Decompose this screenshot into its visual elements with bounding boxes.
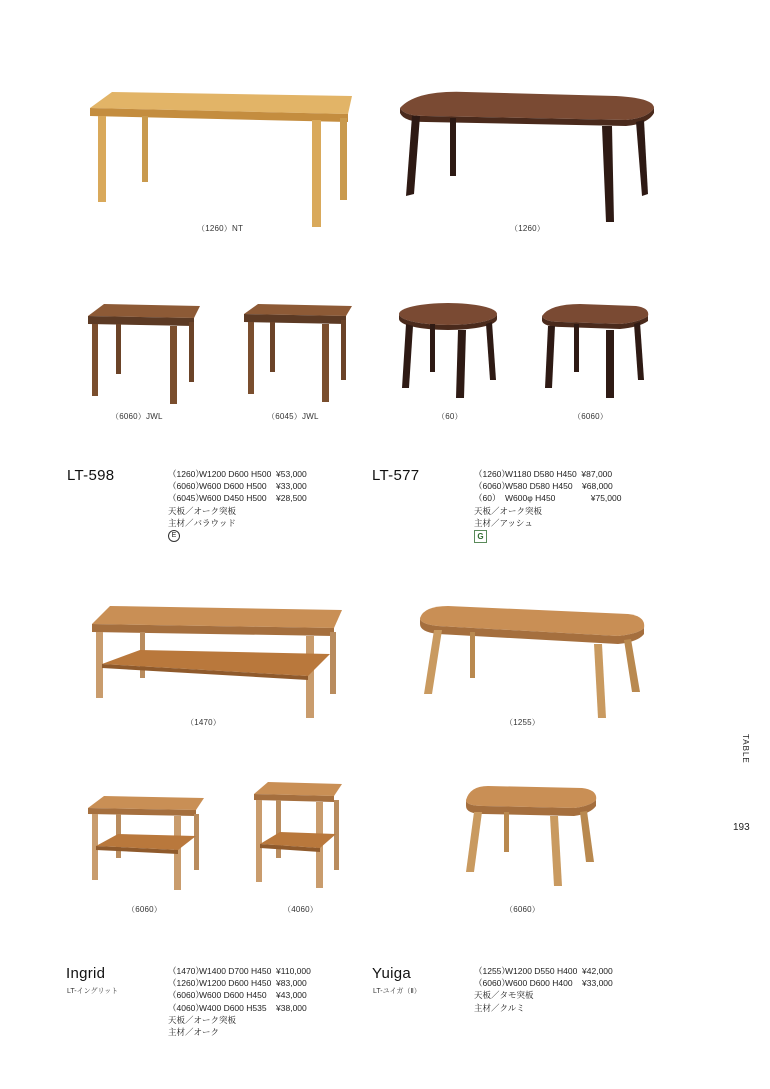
lt598-top-material: 天板／オーク突板 [168, 505, 237, 516]
section-side-label: TABLE [741, 734, 750, 764]
yuiga-model-name: Yuiga [372, 965, 412, 982]
lt598-grade-badge: E [168, 530, 180, 542]
caption-lt598-6045: （6045）JWL [267, 412, 319, 421]
caption-ingrid-6060: （6060） [127, 905, 162, 914]
spec-row: （6045）W600 D450 H500 ¥28,500 [168, 493, 307, 504]
lt598-6060-image [86, 302, 202, 406]
ingrid-1470-image [90, 604, 346, 720]
yuiga-subtitle: LT-ユイガ（Ⅱ） [373, 988, 421, 995]
caption-lt577-6060: （6060） [573, 412, 608, 421]
yuiga-spec-list [474, 965, 613, 1014]
yuiga-6060-image [464, 784, 600, 888]
lt598-model-name: LT-598 [67, 467, 115, 484]
lt598-6045-image [242, 302, 354, 404]
lt598-1260-image [86, 86, 356, 231]
ingrid-top-material: 天板／オーク突板 [168, 1014, 237, 1025]
yuiga-main-material: 主材／クルミ [474, 1002, 525, 1013]
caption-lt598-6060: （6060）JWL [111, 412, 163, 421]
spec-row: （4060）W400 D600 H535 ¥38,000 [168, 1002, 307, 1013]
spec-row: （1255）W1200 D550 H400 ¥42,000 [474, 966, 613, 976]
lt577-model-name: LT-577 [372, 467, 420, 484]
ingrid-main-material: 主材／オーク [168, 1027, 220, 1038]
ingrid-model-name: Ingrid [66, 965, 106, 982]
lt577-spec-list [474, 468, 621, 529]
spec-row: （1260）W1180 D580 H450 ¥87,000 [474, 469, 613, 479]
page-number: 193 [733, 822, 750, 833]
ingrid-4060-image [252, 780, 344, 890]
ingrid-subtitle: LT-イングリット [67, 988, 119, 995]
lt577-main-material: 主材／アッシュ [474, 517, 533, 528]
lt577-60-image [398, 302, 500, 400]
caption-yuiga-6060: （6060） [505, 905, 540, 914]
spec-row: （1260）W1200 D600 H450 ¥83,000 [168, 978, 307, 989]
caption-yuiga-1255: （1255） [505, 718, 540, 727]
lt577-top-material: 天板／オーク突板 [474, 505, 543, 516]
spec-row: （6060）W600 D600 H450 ¥43,000 [168, 990, 307, 1001]
lt577-grade-badge: G [474, 530, 487, 543]
caption-lt598-1260: （1260）NT [197, 224, 244, 233]
caption-lt577-1260: （1260） [510, 224, 545, 233]
caption-lt577-60: （60） [437, 412, 463, 421]
lt598-spec-list [168, 468, 307, 529]
spec-row: （6060）W600 D600 H500 ¥33,000 [168, 481, 307, 492]
spec-row: （6060）W600 D600 H400 ¥33,000 [474, 978, 613, 989]
spec-row: （6060）W580 D580 H450 ¥68,000 [474, 481, 613, 492]
lt577-6060-image [540, 302, 650, 400]
spec-row: （1470）W1400 D700 H450 ¥110,000 [168, 966, 311, 976]
lt577-1260-image [396, 86, 658, 226]
ingrid-spec-list [168, 965, 311, 1038]
caption-ingrid-4060: （4060） [283, 905, 318, 914]
caption-ingrid-1470: （1470） [186, 718, 221, 727]
spec-row: （1260）W1200 D600 H500 ¥53,000 [168, 469, 307, 479]
yuiga-1255-image [418, 604, 648, 720]
spec-row: （60） W600φ H450 ¥75,000 [474, 493, 622, 504]
lt598-main-material: 主材／バラウッド [168, 517, 236, 528]
yuiga-top-material: 天板／タモ突板 [474, 990, 534, 1001]
ingrid-6060-image [86, 794, 206, 892]
